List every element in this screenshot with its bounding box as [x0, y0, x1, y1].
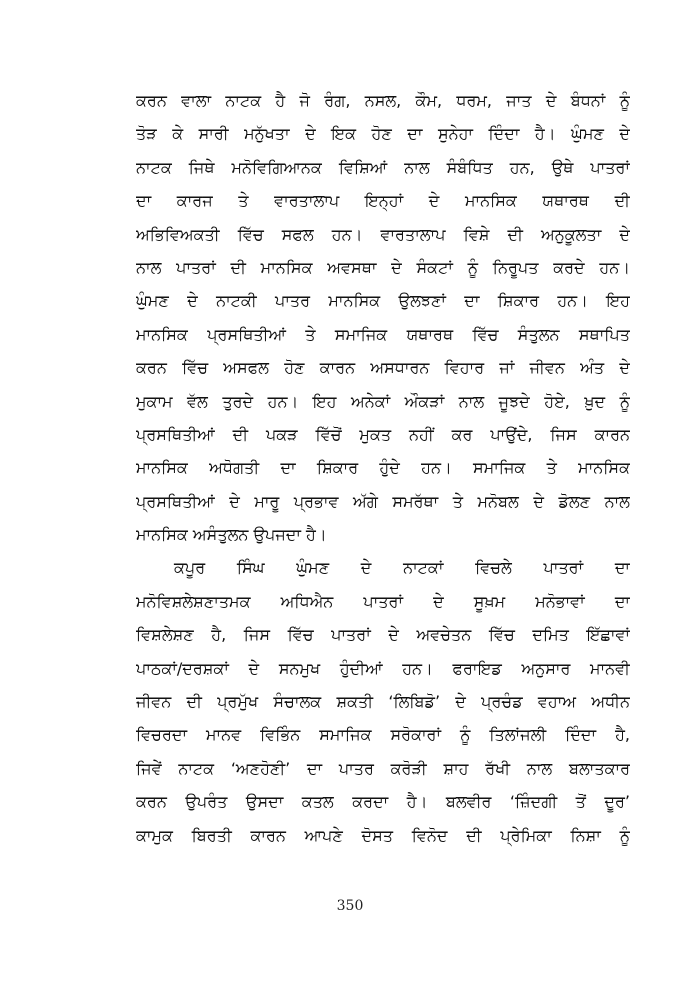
text-line: ਕਰਨ ਵਾਲਾ ਨਾਟਕ ਹੈ ਜੋ ਰੰਗ, ਨਸਲ, ਕੌਮ, ਧਰਮ, ਜਾਤ ਦੇ ਬੰਧਨਾਂ ਨੂੰ — [136, 91, 630, 110]
text-line: ਨਾਟਕ ਜਿਥੇ ਮਨੋਵਿਗਿਆਨਕ ਵਿਸ਼ਿਆਂ ਨਾਲ ਸੰਬੰਧਿਤ ਹਨ, ਉਥੇ ਪਾਤਰਾਂ — [136, 157, 630, 177]
text-line: ਜੀਵਨ ਦੀ ਪ੍ਰਮੁੱਖ ਸੰਚਾਲਕ ਸ਼ਕਤੀ ‘ਲਿਬਿਡੋ’ ਦੇ ਪ੍ਰਚੰਡ ਵਹਾਅ ਅਧੀਨ — [136, 692, 630, 712]
paragraph-2 — [136, 551, 630, 852]
text-line: ਕਰਨ ਉਪਰੰਤ ਉਸਦਾ ਕਤਲ ਕਰਦਾ ਹੈ। ਬਲਵੀਰ ‘ਜ਼ਿੰਦਗੀ ਤੋਂ ਦੂਰ’ — [136, 792, 630, 812]
text-line: ਮਾਨਸਿਕ ਪ੍ਰਸਥਿਤੀਆਂ ਤੇ ਸਮਾਜਿਕ ਯਥਾਰਥ ਵਿੱਚ ਸੰਤੁਲਨ ਸਥਾਪਿਤ — [136, 324, 630, 344]
text-line: ਵਿਸ਼ਲੇਸ਼ਣ ਹੈ, ਜਿਸ ਵਿੱਚ ਪਾਤਰਾਂ ਦੇ ਅਵਚੇਤਨ ਵਿੱਚ ਦਮਿਤ ਇੱਛਾਵਾਂ — [136, 625, 630, 645]
paragraph-1 — [136, 84, 630, 551]
text-line: ਅਭਿਵਿਅਕਤੀ ਵਿੱਚ ਸਫਲ ਹਨ। ਵਾਰਤਾਲਾਪ ਵਿਸ਼ੇ ਦੀ ਅਨੁਕੂਲਤਾ ਦੇ — [136, 224, 630, 244]
text-line: ਵਿਚਰਦਾ ਮਾਨਵ ਵਿਭਿੰਨ ਸਮਾਜਿਕ ਸਰੋਕਾਰਾਂ ਨੂੰ ਤਿਲਾਂਜਲੀ ਦਿੰਦਾ ਹੈ, — [136, 725, 630, 745]
text-line: ਕਰਨ ਵਿੱਚ ਅਸਫਲ ਹੋਣ ਕਾਰਨ ਅਸਧਾਰਨ ਵਿਹਾਰ ਜਾਂ ਜੀਵਨ ਅੰਤ ਦੇ — [136, 358, 630, 378]
text-line: ਕਪੂਰ ਸਿੰਘ ਘੁੰਮਣ ਦੇ ਨਾਟਕਾਂ ਵਿਚਲੇ ਪਾਤਰਾਂ ਦਾ — [174, 558, 630, 578]
text-line: ਪ੍ਰਸਥਿਤੀਆਂ ਦੀ ਪਕੜ ਵਿੱਚੋਂ ਮੁਕਤ ਨਹੀਂ ਕਰ ਪਾਉਂਦੇ, ਜਿਸ ਕਾਰਨ — [136, 424, 630, 444]
page-number: 350 — [336, 898, 364, 914]
text-line: ਕਾਮੁਕ ਬਿਰਤੀ ਕਾਰਨ ਆਪਣੇ ਦੋਸਤ ਵਿਨੋਦ ਦੀ ਪ੍ਰੇਮਿਕਾ ਨਿਸ਼ਾ ਨੂੰ — [136, 825, 630, 845]
text-line: ਜਿਵੇਂ ਨਾਟਕ ‘ਅਣਹੋਣੀ’ ਦਾ ਪਾਤਰ ਕਰੋੜੀ ਸ਼ਾਹ ਰੱਖੀ ਨਾਲ ਬਲਾਤਕਾਰ — [136, 758, 630, 778]
text-line: ਦਾ ਕਾਰਜ ਤੇ ਵਾਰਤਾਲਾਪ ਇਨ੍ਹਾਂ ਦੇ ਮਾਨਸਿਕ ਯਥਾਰਥ ਦੀ — [136, 191, 630, 211]
text-line: ਪ੍ਰਸਥਿਤੀਆਂ ਦੇ ਮਾਰੂ ਪ੍ਰਭਾਵ ਅੱਗੇ ਸਮਰੱਥਾ ਤੇ ਮਨੋਬਲ ਦੇ ਡੋਲਣ ਨਾਲ — [136, 491, 630, 511]
text-line: ਮਾਨਸਿਕ ਅਧੋਗਤੀ ਦਾ ਸ਼ਿਕਾਰ ਹੁੰਦੇ ਹਨ। ਸਮਾਜਿਕ ਤੇ ਮਾਨਸਿਕ — [136, 458, 630, 478]
text-line: ਤੋੜ ਕੇ ਸਾਰੀ ਮਨੁੱਖਤਾ ਦੇ ਇਕ ਹੋਣ ਦਾ ਸੁਨੇਹਾ ਦਿੰਦਾ ਹੈ। ਘੁੰਮਣ ਦੇ — [136, 124, 630, 144]
text-line: ਘੁੰਮਣ ਦੇ ਨਾਟਕੀ ਪਾਤਰ ਮਾਨਸਿਕ ਉਲਝਣਾਂ ਦਾ ਸ਼ਿਕਾਰ ਹਨ। ਇਹ — [136, 291, 630, 311]
text-line: ਮਾਨਸਿਕ ਅਸੰਤੁਲਨ ਉਪਜਦਾ ਹੈ। — [136, 525, 327, 545]
text-line: ਮਨੋਵਿਸ਼ਲੇਸ਼ਣਾਤਮਕ ਅਧਿਐਨ ਪਾਤਰਾਂ ਦੇ ਸੂਖ਼ਮ ਮਨੋਭਾਵਾਂ ਦਾ — [136, 591, 630, 611]
text-line: ਮੁਕਾਮ ਵੱਲ ਤੁਰਦੇ ਹਨ। ਇਹ ਅਨੇਕਾਂ ਔਕੜਾਂ ਨਾਲ ਜੂਝਦੇ ਹੋਏ, ਖ਼ੁਦ ਨੂੰ — [136, 391, 630, 411]
text-line: ਪਾਠਕਾਂ/ਦਰਸ਼ਕਾਂ ਦੇ ਸਨਮੁਖ ਹੁੰਦੀਆਂ ਹਨ। ਫਰਾਇਡ ਅਨੁਸਾਰ ਮਾਨਵੀ — [136, 658, 630, 678]
body-text — [136, 84, 630, 852]
text-line: ਨਾਲ ਪਾਤਰਾਂ ਦੀ ਮਾਨਸਿਕ ਅਵਸਥਾ ਦੇ ਸੰਕਟਾਂ ਨੂੰ ਨਿਰੂਪਤ ਕਰਦੇ ਹਨ। — [136, 257, 630, 277]
